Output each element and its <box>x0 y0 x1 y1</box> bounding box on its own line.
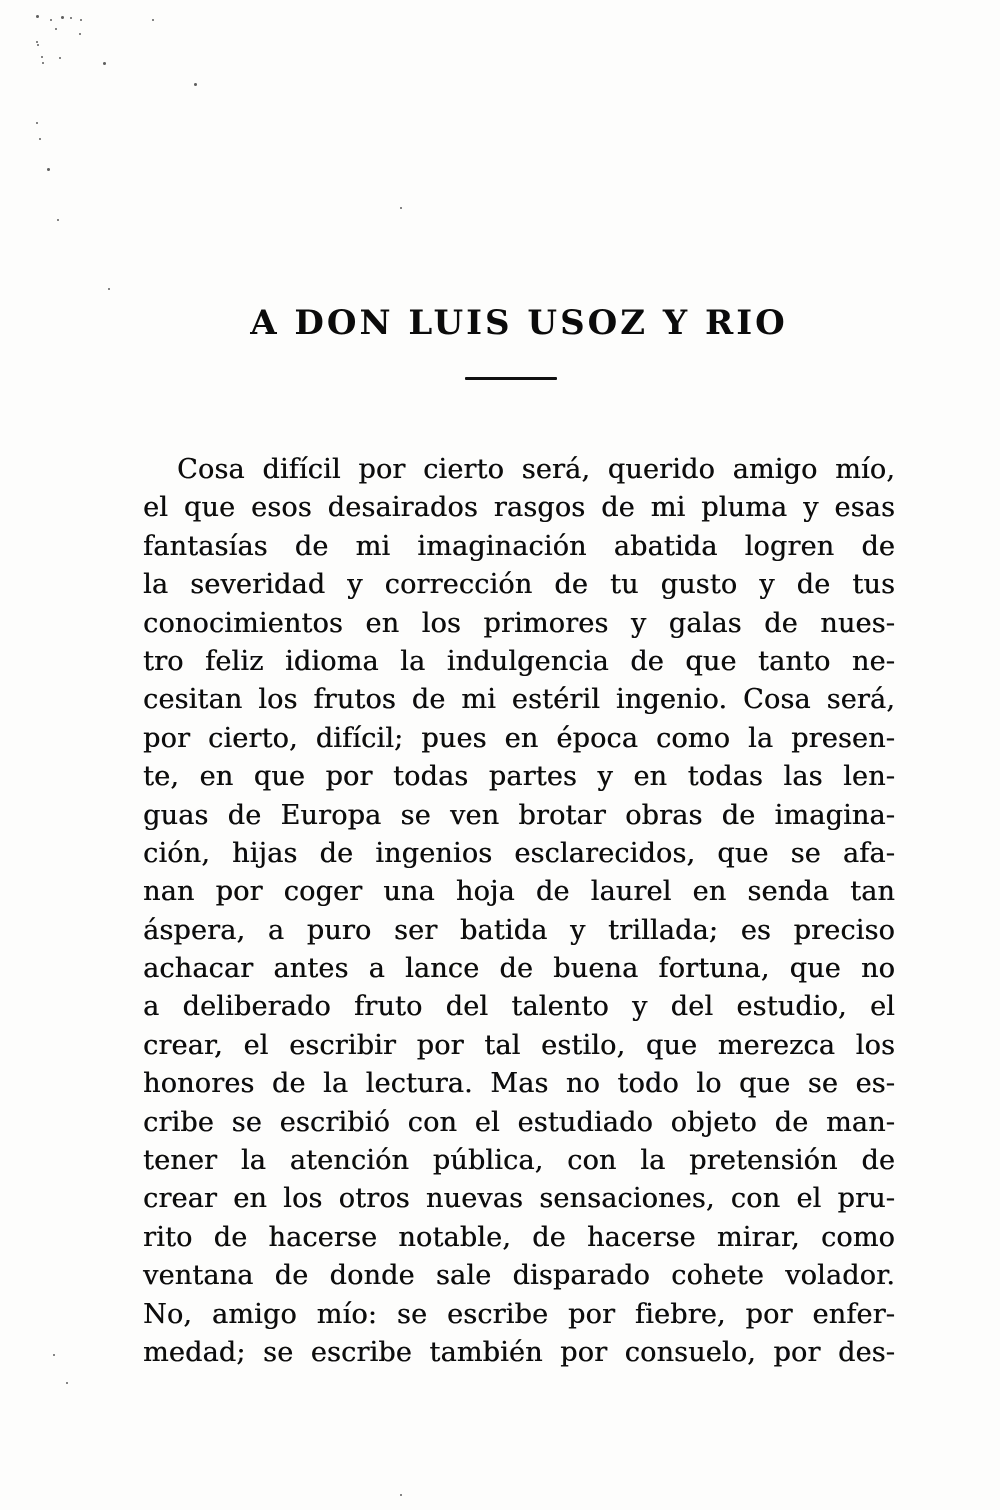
text-line: tener la atención pública, con la pretensión de <box>143 1145 895 1177</box>
scan-speckle-dot <box>37 44 39 46</box>
text-line: honores de la lectura. Mas no todo lo que se es- <box>143 1068 895 1100</box>
text-line: ventana de donde sale disparado cohete volador. <box>143 1260 895 1292</box>
scan-speckle-dot <box>57 219 59 221</box>
text-line: crear, el escribir por tal estilo, que merezca los <box>143 1029 895 1061</box>
dedication-paragraph <box>143 451 895 1372</box>
scan-speckle-dot <box>79 33 81 35</box>
scan-speckle-dot <box>42 62 44 64</box>
text-line: tro feliz idioma la indulgencia de que tanto ne- <box>143 645 895 677</box>
scan-speckle-dot <box>36 41 38 43</box>
text-line: achacar antes a lance de buena fortuna, que no <box>143 953 895 985</box>
scan-speckle-dot <box>152 19 154 21</box>
text-line: crear en los otros nuevas sensaciones, con el pru- <box>143 1183 895 1215</box>
text-line: por cierto, difícil; pues en época como la presen- <box>143 722 895 754</box>
text-line: No, amigo mío: se escribe por fiebre, por enfer- <box>143 1298 895 1330</box>
scan-speckle-dot <box>400 1494 402 1496</box>
text-line: guas de Europa se ven brotar obras de imagina- <box>143 799 895 831</box>
text-line: cribe se escribió con el estudiado objeto de man- <box>143 1106 895 1138</box>
text-line: la severidad y corrección de tu gusto y de tus <box>143 569 895 601</box>
text-line: fantasías de mi imaginación abatida logren de <box>143 530 895 562</box>
scan-speckle-dot <box>66 1382 68 1384</box>
scan-speckle-dot <box>53 1354 55 1356</box>
text-line: Cosa difícil por cierto será, querido amigo mío, <box>177 454 895 485</box>
scan-speckle-dot <box>103 62 106 65</box>
scan-speckle-dot <box>59 57 61 59</box>
scan-speckle-dot <box>80 19 82 21</box>
text-line: a deliberado fruto del talento y del estudio, el <box>143 991 895 1023</box>
scan-speckle-dot <box>41 56 43 58</box>
title-divider-rule <box>465 377 557 380</box>
text-line: nan por coger una hoja de laurel en senda tan <box>143 876 895 908</box>
scan-speckle-dot <box>400 207 402 209</box>
scan-speckle-dot <box>50 19 52 21</box>
text-line: medad; se escribe también por consuelo, por des- <box>143 1336 895 1368</box>
scan-speckle-dot <box>194 83 197 86</box>
scan-speckle-dot <box>108 288 110 290</box>
text-line: el que esos desairados rasgos de mi pluma y esas <box>143 492 895 524</box>
text-line: te, en que por todas partes y en todas las len- <box>143 761 895 793</box>
scan-speckle-dot <box>70 17 72 19</box>
scan-speckle-dot <box>36 15 39 18</box>
scan-speckle-dot <box>61 16 64 19</box>
dedication-title: A DON LUIS USOZ Y RIO <box>250 303 788 343</box>
scan-speckle-dot <box>47 168 50 171</box>
text-line: cesitan los frutos de mi estéril ingenio. Cosa será, <box>143 684 895 716</box>
scan-speckle-dot <box>36 122 38 124</box>
scan-speckle-dot <box>55 28 57 30</box>
text-line: conocimientos en los primores y galas de nues- <box>143 607 895 639</box>
text-line: rito de hacerse notable, de hacerse mirar, como <box>143 1221 895 1253</box>
scan-speckle-dot <box>39 138 41 140</box>
text-line: áspera, a puro ser batida y trillada; es preciso <box>143 914 895 946</box>
text-line: ción, hijas de ingenios esclarecidos, que se afa- <box>143 837 895 869</box>
